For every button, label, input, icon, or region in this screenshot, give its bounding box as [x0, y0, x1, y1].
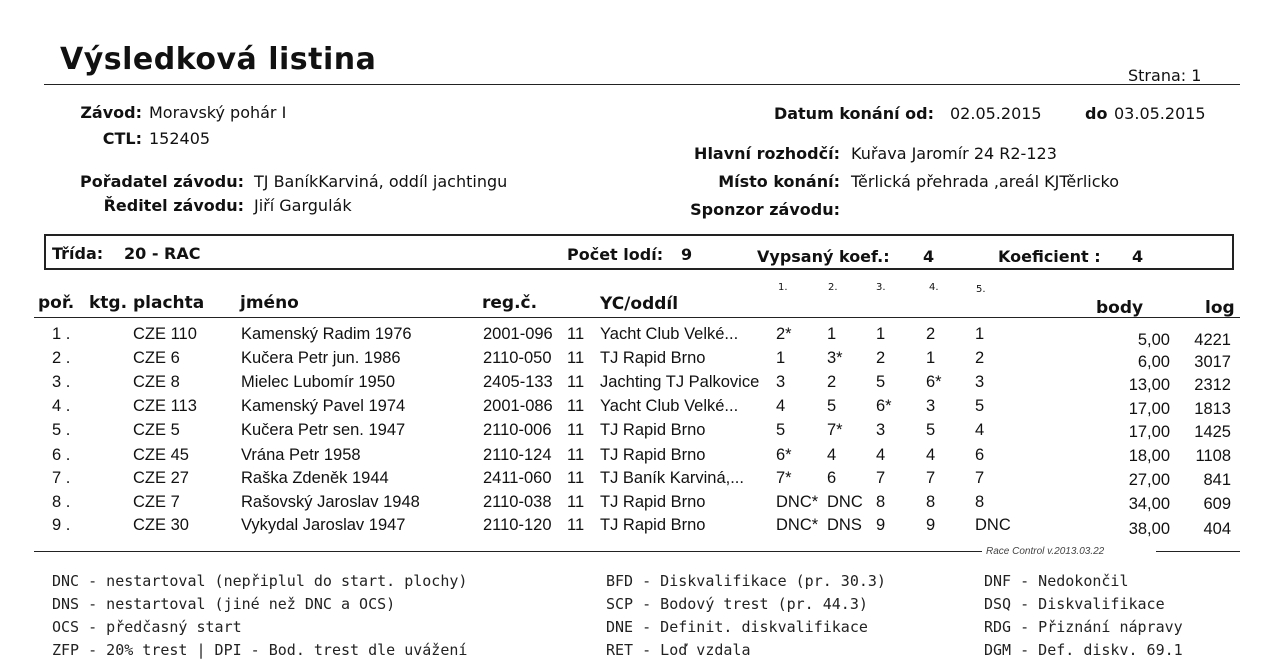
- legend-item: DNC - nestartoval (nepřiplul do start. plochy): [52, 572, 468, 590]
- cell-race-3: 5: [876, 373, 886, 391]
- race-number-4: 4.: [929, 282, 939, 293]
- cell-race-2: 1: [827, 325, 837, 343]
- legend-item: SCP - Bodový trest (pr. 44.3): [606, 595, 868, 613]
- cell-plachta: CZE 6: [133, 349, 180, 367]
- legend-item: DSQ - Diskvalifikace: [984, 595, 1165, 613]
- legend-item: RDG - Přiznání nápravy: [984, 618, 1183, 636]
- page-number: [1128, 66, 1201, 85]
- cell-race-5: 3: [975, 373, 985, 391]
- cell-plachta: CZE 7: [133, 493, 180, 511]
- cell-yc: Yacht Club Velké...: [600, 397, 739, 415]
- cell-race-5: 8: [975, 493, 985, 511]
- cell-race-4: 1: [926, 349, 936, 367]
- cell-race-2: 4: [827, 446, 837, 464]
- cell-race-2: 5: [827, 397, 837, 415]
- cell-race-4: 7: [926, 469, 936, 487]
- cell-jmeno: Vrána Petr 1958: [241, 446, 361, 464]
- cell-race-4: 4: [926, 446, 936, 464]
- cell-race-3: 1: [876, 325, 886, 343]
- cell-reg: 2110-124: [483, 446, 552, 464]
- cell-por: 8 .: [52, 493, 71, 511]
- cell-race-1: 3: [776, 373, 786, 391]
- cell-plachta: CZE 27: [133, 469, 189, 487]
- cell-body: 13,00: [1128, 376, 1170, 394]
- cell-log: 609: [1203, 495, 1231, 513]
- cell-por: 9 .: [52, 516, 71, 534]
- cell-body: 38,00: [1128, 520, 1170, 538]
- cell-body: 18,00: [1128, 447, 1170, 465]
- cell-race-5: 7: [975, 469, 985, 487]
- legend-item: OCS - předčasný start: [52, 618, 242, 636]
- cell-race-2: 6: [827, 469, 837, 487]
- judge-value: Kuřava Jaromír 24 R2-123: [851, 144, 1057, 163]
- col-body: body: [1096, 298, 1144, 318]
- cell-race-3: 2: [876, 349, 886, 367]
- cell-jmeno: Kučera Petr jun. 1986: [241, 349, 401, 367]
- cell-race-1: 4: [776, 397, 786, 415]
- cell-n: 11: [567, 373, 585, 391]
- judge-label: Hlavní rozhodčí:: [694, 144, 840, 163]
- cell-race-5: 4: [975, 421, 985, 439]
- cell-por: 3 .: [52, 373, 71, 391]
- cell-race-3: 8: [876, 493, 886, 511]
- race-number-5: 5.: [976, 284, 986, 295]
- cell-body: 6,00: [1137, 353, 1170, 371]
- col-yc: YC/oddíl: [600, 294, 679, 314]
- cell-race-5: 6: [975, 446, 985, 464]
- cell-race-5: DNC: [975, 516, 1011, 534]
- cell-race-3: 7: [876, 469, 886, 487]
- table-header-rule: [34, 317, 1240, 318]
- cell-yc: Jachting TJ Palkovice: [600, 373, 760, 391]
- cell-race-5: 5: [975, 397, 985, 415]
- cell-yc: TJ Rapid Brno: [600, 493, 706, 511]
- cell-n: 11: [567, 349, 585, 367]
- cell-race-1: 7*: [776, 469, 792, 487]
- cell-reg: 2110-050: [483, 349, 552, 367]
- page-title: Výsledková listina: [60, 42, 377, 77]
- director-value: Jiří Gargulák: [254, 196, 352, 215]
- cell-body: 17,00: [1128, 400, 1170, 418]
- cell-body: 5,00: [1137, 331, 1170, 349]
- cell-race-4: 3: [926, 397, 936, 415]
- director-label: Ředitel závodu:: [103, 196, 244, 215]
- cell-race-1: 5: [776, 421, 786, 439]
- cell-por: 4 .: [52, 397, 71, 415]
- cell-reg: 2110-120: [483, 516, 552, 534]
- date-to-label: do: [1085, 104, 1108, 123]
- coef-label: Koeficient :: [998, 247, 1101, 266]
- col-plachta: plachta: [133, 293, 205, 313]
- cell-reg: 2110-006: [483, 421, 552, 439]
- organizer-value: TJ BaníkKarviná, oddíl jachtingu: [254, 172, 508, 191]
- cell-log: 2312: [1194, 376, 1231, 394]
- legend-item: DGM - Def. diskv. 69.1: [984, 641, 1183, 659]
- venue-label: Místo konání:: [718, 172, 840, 191]
- cell-race-3: 4: [876, 446, 886, 464]
- cell-log: 4221: [1194, 331, 1231, 349]
- cell-log: 3017: [1194, 353, 1231, 371]
- cell-jmeno: Kučera Petr sen. 1947: [241, 421, 406, 439]
- cell-n: 11: [567, 469, 585, 487]
- cell-race-1: 1: [776, 349, 786, 367]
- cell-race-4: 6*: [926, 373, 942, 391]
- cell-body: 27,00: [1128, 471, 1170, 489]
- col-jmeno: jméno: [240, 293, 299, 313]
- cell-race-1: 6*: [776, 446, 792, 464]
- cell-plachta: CZE 110: [133, 325, 197, 343]
- cell-race-1: 2*: [776, 325, 792, 343]
- race-number-3: 3.: [876, 282, 886, 293]
- race-number-1: 1.: [778, 282, 788, 293]
- cell-jmeno: Rašovský Jaroslav 1948: [241, 493, 420, 511]
- legend-item: DNS - nestartoval (jiné než DNC a OCS): [52, 595, 396, 613]
- cell-reg: 2001-096: [483, 325, 553, 343]
- sponsor-label: Sponzor závodu:: [690, 200, 840, 219]
- cell-plachta: CZE 30: [133, 516, 189, 534]
- cell-race-1: DNC*: [776, 493, 819, 511]
- cell-race-2: DNC: [827, 493, 863, 511]
- col-log: log: [1205, 298, 1235, 318]
- coef-declared-label: Vypsaný koef.:: [757, 247, 890, 266]
- cell-n: 11: [567, 446, 585, 464]
- cell-n: 11: [567, 493, 585, 511]
- cell-n: 11: [567, 325, 585, 343]
- cell-reg: 2001-086: [483, 397, 553, 415]
- cell-race-2: DNS: [827, 516, 862, 534]
- page-label: Strana:: [1128, 66, 1187, 85]
- cell-plachta: CZE 8: [133, 373, 180, 391]
- cell-plachta: CZE 45: [133, 446, 189, 464]
- page-value: 1: [1191, 66, 1202, 85]
- cell-plachta: CZE 5: [133, 421, 180, 439]
- legend-item: DNE - Definit. diskvalifikace: [606, 618, 868, 636]
- cell-race-2: 7*: [827, 421, 843, 439]
- cell-por: 1 .: [52, 325, 71, 343]
- cell-race-2: 2: [827, 373, 837, 391]
- cell-n: 11: [567, 397, 585, 415]
- footer-rule-right: [1156, 551, 1240, 552]
- cell-body: 34,00: [1128, 495, 1170, 513]
- cell-plachta: CZE 113: [133, 397, 197, 415]
- cell-log: 1813: [1194, 400, 1231, 418]
- cell-jmeno: Mielec Lubomír 1950: [241, 373, 396, 391]
- class-label: Třída:: [52, 244, 104, 263]
- venue-value: Těrlická přehrada ,areál KJTěrlicko: [851, 172, 1119, 191]
- cell-yc: TJ Rapid Brno: [600, 516, 706, 534]
- cell-n: 11: [567, 421, 585, 439]
- cell-reg: 2110-038: [483, 493, 552, 511]
- cell-yc: TJ Rapid Brno: [600, 349, 706, 367]
- cell-race-4: 9: [926, 516, 936, 534]
- legend-item: BFD - Diskvalifikace (pr. 30.3): [606, 572, 886, 590]
- cell-log: 404: [1203, 520, 1231, 538]
- organizer-label: Pořadatel závodu:: [80, 172, 244, 191]
- cell-jmeno: Kamenský Pavel 1974: [241, 397, 406, 415]
- ctl-value: 152405: [149, 129, 211, 148]
- legend-item: DNF - Nedokončil: [984, 572, 1129, 590]
- legend-item: ZFP - 20% trest | DPI - Bod. trest dle uvážení: [52, 641, 468, 659]
- cell-yc: TJ Rapid Brno: [600, 421, 706, 439]
- col-reg: reg.č.: [482, 293, 538, 313]
- boats-label: Počet lodí:: [567, 245, 664, 264]
- cell-reg: 2411-060: [483, 469, 552, 487]
- cell-race-4: 8: [926, 493, 936, 511]
- cell-race-1: DNC*: [776, 516, 819, 534]
- date-to: 03.05.2015: [1114, 104, 1206, 123]
- race-control-version: Race Control v.2013.03.22: [986, 546, 1105, 557]
- cell-race-3: 6*: [876, 397, 892, 415]
- legend-item: RET - Loď vzdala: [606, 641, 751, 659]
- cell-race-4: 5: [926, 421, 936, 439]
- cell-por: 5 .: [52, 421, 71, 439]
- col-por: poř.: [38, 293, 75, 313]
- cell-log: 841: [1203, 471, 1231, 489]
- boats-value: 9: [681, 245, 693, 264]
- cell-jmeno: Raška Zdeněk 1944: [241, 469, 389, 487]
- cell-yc: Yacht Club Velké...: [600, 325, 739, 343]
- footer-rule-left: [34, 551, 982, 552]
- col-ktg: ktg.: [89, 293, 128, 313]
- cell-por: 2 .: [52, 349, 71, 367]
- cell-por: 7 .: [52, 469, 71, 487]
- class-value: 20 - RAC: [124, 244, 201, 263]
- race-label: Závod:: [80, 103, 142, 122]
- date-from: 02.05.2015: [950, 104, 1042, 123]
- date-label: Datum konání od:: [773, 104, 934, 123]
- cell-body: 17,00: [1128, 423, 1170, 441]
- cell-race-3: 3: [876, 421, 886, 439]
- coef-value: 4: [1132, 247, 1144, 266]
- cell-reg: 2405-133: [483, 373, 553, 391]
- cell-jmeno: Kamenský Radim 1976: [241, 325, 412, 343]
- cell-por: 6 .: [52, 446, 71, 464]
- cell-n: 11: [567, 516, 585, 534]
- cell-race-4: 2: [926, 325, 936, 343]
- ctl-label: CTL:: [102, 129, 142, 148]
- cell-race-2: 3*: [827, 349, 843, 367]
- cell-yc: TJ Rapid Brno: [600, 446, 706, 464]
- cell-log: 1108: [1195, 447, 1231, 465]
- cell-log: 1425: [1194, 423, 1231, 441]
- cell-yc: TJ Baník Karviná,...: [600, 469, 744, 487]
- coef-declared-value: 4: [923, 247, 935, 266]
- race-number-2: 2.: [828, 282, 838, 293]
- cell-jmeno: Vykydal Jaroslav 1947: [241, 516, 406, 534]
- cell-race-3: 9: [876, 516, 886, 534]
- cell-race-5: 1: [975, 325, 985, 343]
- race-value: Moravský pohár I: [149, 103, 287, 122]
- title-rule: [44, 84, 1240, 85]
- cell-race-5: 2: [975, 349, 985, 367]
